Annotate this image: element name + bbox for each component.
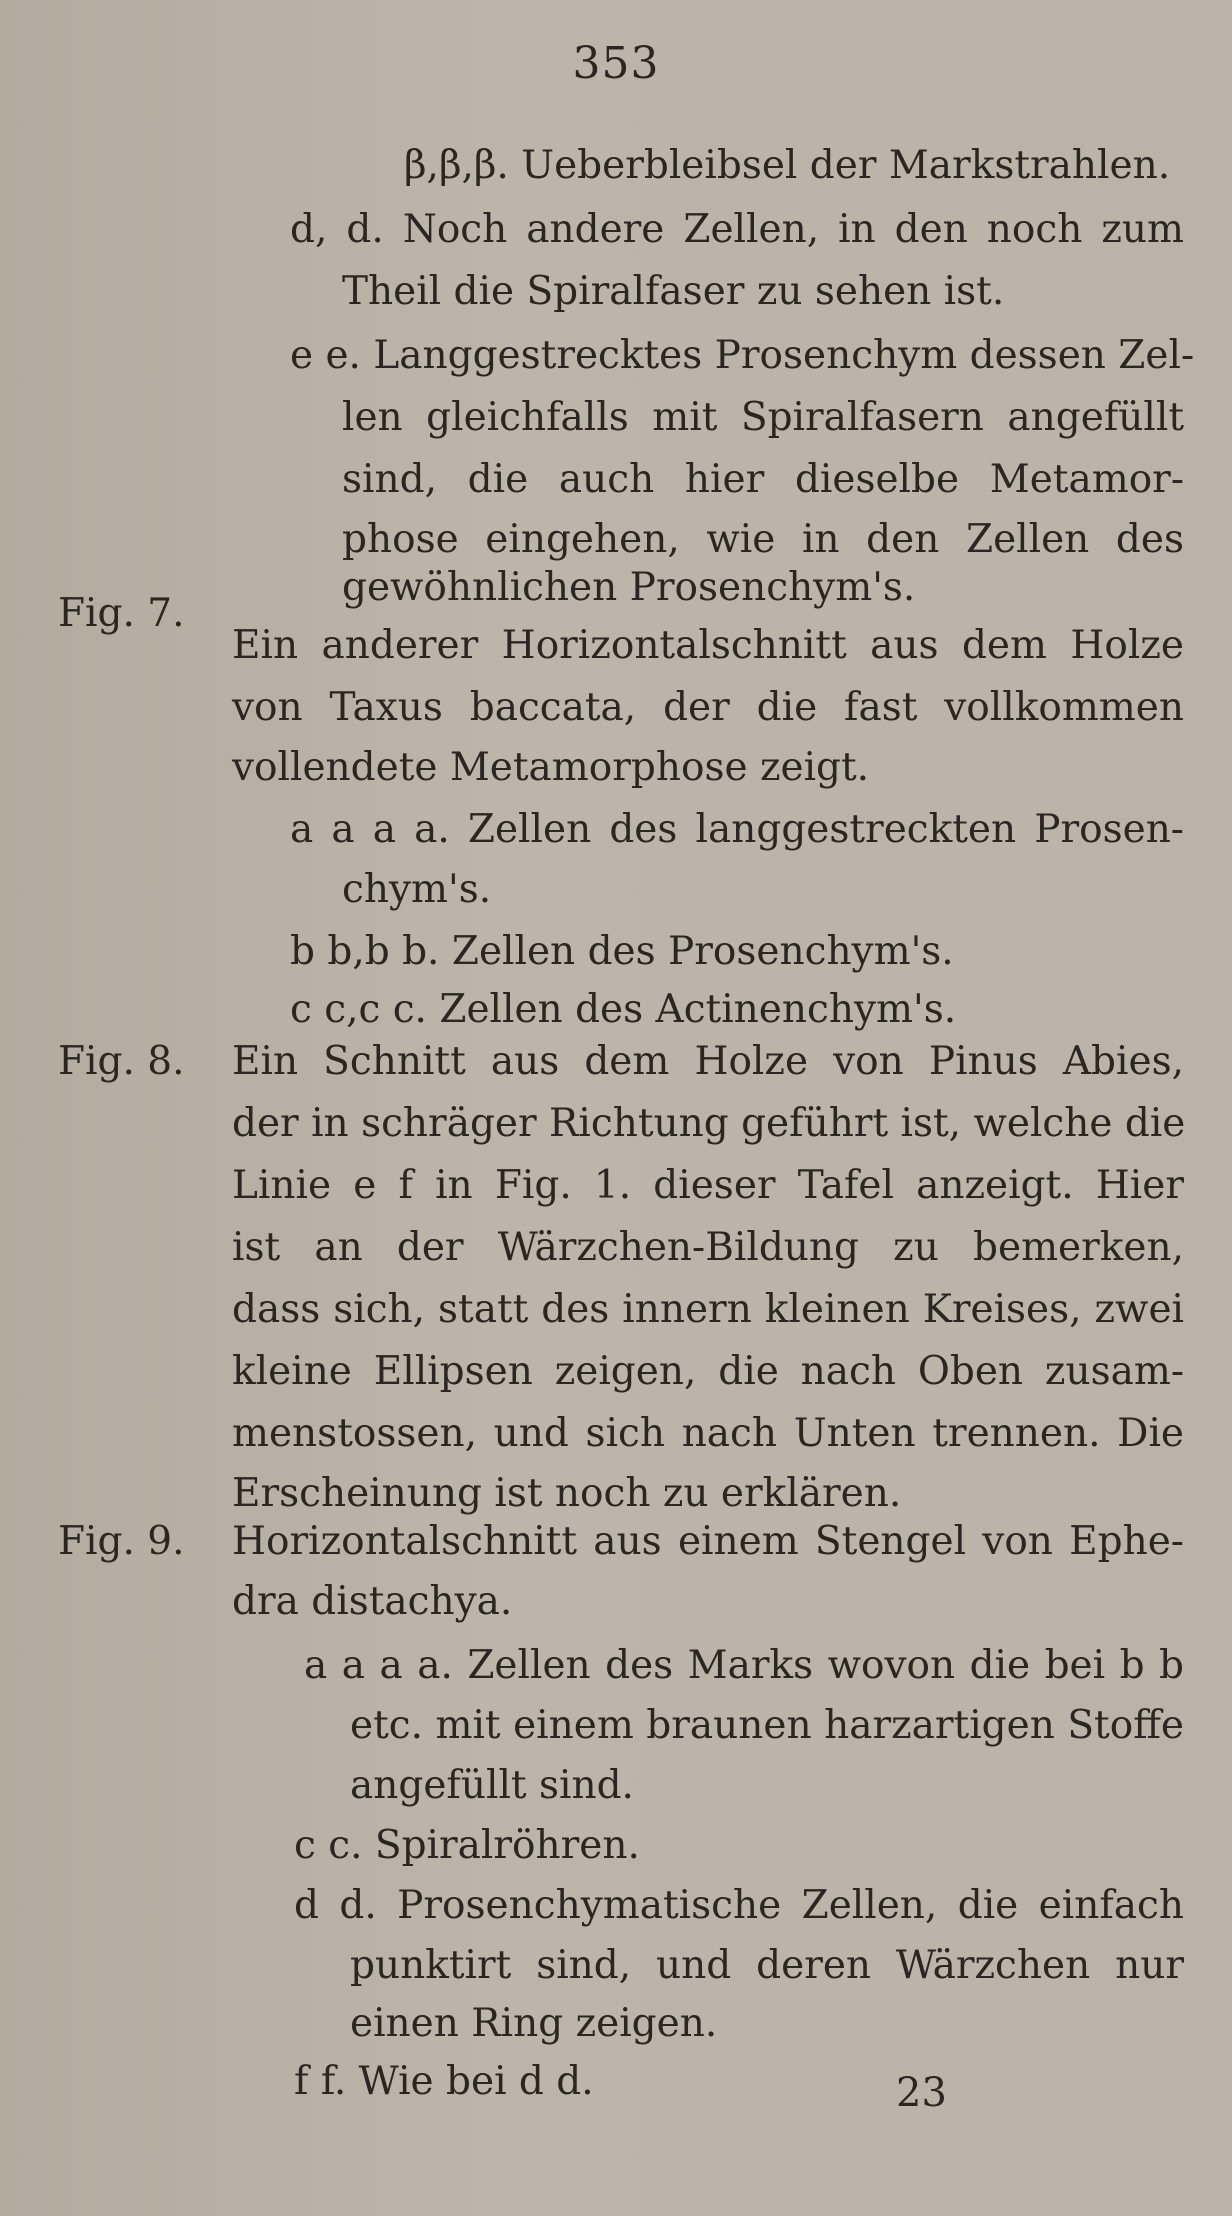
text-line-3: Theil die Spiralfaser zu sehen ist. bbox=[342, 269, 1005, 314]
text-line-9: Ein anderer Horizontalschnitt aus dem Holze bbox=[232, 623, 1184, 668]
text-line-1: β,β,β. Ueberbleibsel der Markstrahlen. bbox=[404, 143, 1171, 188]
text-line-6: sind, die auch hier dieselbe Metamor- bbox=[342, 457, 1184, 502]
text-line-24: Horizontalschnitt aus einem Stengel von Ephe- bbox=[232, 1519, 1184, 1564]
text-line-10: von Taxus baccata, der die fast vollkommen bbox=[232, 685, 1184, 730]
text-line-20: dass sich, statt des innern kleinen Kreises, zwei bbox=[232, 1287, 1184, 1332]
text-line-19: ist an der Wärzchen-Bildung zu bemerken, bbox=[232, 1225, 1184, 1270]
text-line-14: b b,b b. Zellen des Prosenchym's. bbox=[290, 929, 954, 974]
text-line-5: len gleichfalls mit Spiralfasern angefüllt bbox=[342, 395, 1184, 440]
text-line-13: chym's. bbox=[342, 867, 492, 912]
text-line-27: etc. mit einem braunen harzartigen Stoffe bbox=[350, 1703, 1184, 1748]
text-line-33: f f. Wie bei d d. bbox=[294, 2059, 594, 2104]
text-line-17: der in schräger Richtung geführt ist, welche die bbox=[232, 1101, 1186, 1146]
text-line-32: einen Ring zeigen. bbox=[350, 2001, 718, 2046]
text-line-8: gewöhnlichen Prosenchym's. bbox=[342, 565, 916, 610]
text-line-11: vollendete Metamorphose zeigt. bbox=[232, 745, 870, 790]
text-line-30: d d. Prosenchymatische Zellen, die einfach bbox=[294, 1883, 1184, 1928]
text-line-21: kleine Ellipsen zeigen, die nach Oben zusam- bbox=[232, 1349, 1184, 1394]
text-line-29: c c. Spiralröhren. bbox=[294, 1823, 640, 1868]
text-line-18: Linie e f in Fig. 1. dieser Tafel anzeigt. Hier bbox=[232, 1163, 1184, 1208]
text-line-2: d, d. Noch andere Zellen, in den noch zum bbox=[290, 207, 1184, 252]
fig-label-8: Fig. 8. bbox=[58, 1039, 185, 1084]
text-line-16: Ein Schnitt aus dem Holze von Pinus Abies, bbox=[232, 1039, 1184, 1084]
text-line-31: punktirt sind, und deren Wärzchen nur bbox=[350, 1943, 1184, 1988]
text-line-7: phose eingehen, wie in den Zellen des bbox=[342, 517, 1184, 562]
text-line-15: c c,c c. Zellen des Actinenchym's. bbox=[290, 987, 957, 1032]
text-line-28: angefüllt sind. bbox=[350, 1763, 634, 1808]
text-line-26: a a a a. Zellen des Marks wovon die bei b b bbox=[304, 1643, 1184, 1688]
text-line-12: a a a a. Zellen des langgestreckten Prosen- bbox=[290, 807, 1184, 852]
fig-label-7: Fig. 7. bbox=[58, 591, 185, 636]
text-line-4: e e. Langgestrecktes Prosenchym dessen Zel- bbox=[290, 333, 1195, 378]
signature-mark: 23 bbox=[896, 2070, 947, 2116]
text-line-23: Erscheinung ist noch zu erklären. bbox=[232, 1471, 902, 1516]
text-line-25: dra distachya. bbox=[232, 1579, 513, 1624]
fig-label-9: Fig. 9. bbox=[58, 1519, 185, 1564]
text-line-22: menstossen, und sich nach Unten trennen. Die bbox=[232, 1411, 1184, 1456]
page-number: 353 bbox=[572, 38, 660, 89]
